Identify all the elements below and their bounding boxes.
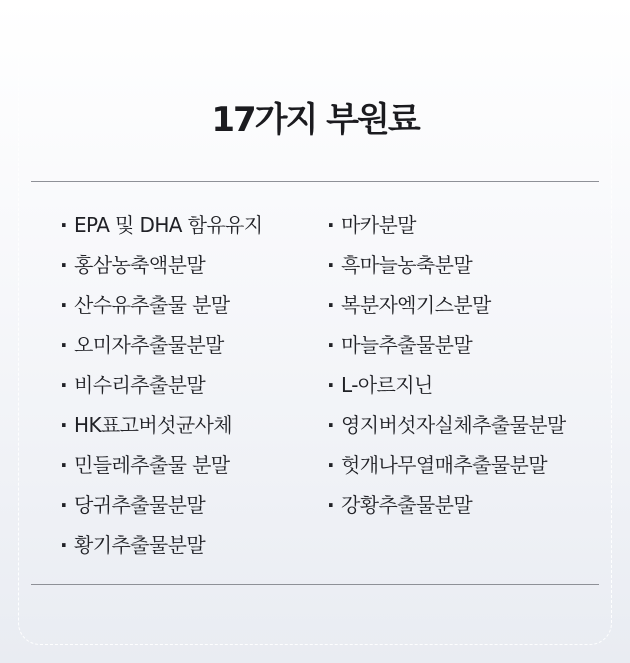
list-item-label: 오미자추출물분말 bbox=[74, 333, 224, 357]
list-item-label: 민들레추출물 분말 bbox=[74, 453, 230, 477]
bullet-icon: · bbox=[60, 253, 67, 277]
bullet-icon: · bbox=[60, 413, 67, 437]
bullet-icon: · bbox=[60, 213, 67, 237]
list-item-label: 마카분말 bbox=[341, 213, 416, 237]
list-item bbox=[60, 525, 263, 565]
list-item bbox=[60, 325, 263, 365]
bullet-icon: · bbox=[60, 333, 67, 357]
bottom-divider bbox=[31, 584, 599, 585]
bullet-icon: · bbox=[60, 533, 67, 557]
list-item-label: 당귀추출물분말 bbox=[74, 493, 206, 517]
list-item-label: 비수리추출분말 bbox=[74, 373, 206, 397]
bullet-icon: · bbox=[327, 253, 334, 277]
list-item bbox=[327, 285, 566, 325]
list-item bbox=[327, 485, 566, 525]
list-item-label: EPA 및 DHA 함유유지 bbox=[74, 213, 263, 237]
list-item-label: 영지버섯자실체추출물분말 bbox=[341, 413, 566, 437]
list-item bbox=[60, 205, 263, 245]
bullet-icon: · bbox=[327, 493, 334, 517]
bullet-icon: · bbox=[60, 493, 67, 517]
section-title: 17가지 부원료 bbox=[211, 100, 419, 140]
list-item-label: 산수유추출물 분말 bbox=[74, 293, 230, 317]
list-item bbox=[327, 205, 566, 245]
bullet-icon: · bbox=[327, 453, 334, 477]
list-item bbox=[327, 365, 566, 405]
ingredient-list-right bbox=[327, 205, 566, 525]
list-item-label: 마늘추출물분말 bbox=[341, 333, 473, 357]
list-item bbox=[60, 405, 263, 445]
list-item bbox=[60, 485, 263, 525]
list-item bbox=[60, 365, 263, 405]
top-divider bbox=[31, 181, 599, 182]
list-item-label: 홍삼농축액분말 bbox=[74, 253, 206, 277]
bullet-icon: · bbox=[60, 373, 67, 397]
list-item-label: 황기추출물분말 bbox=[74, 533, 206, 557]
list-item bbox=[327, 445, 566, 485]
list-item bbox=[327, 325, 566, 365]
ingredient-list-left bbox=[60, 205, 263, 565]
bullet-icon: · bbox=[60, 453, 67, 477]
bullet-icon: · bbox=[327, 373, 334, 397]
list-item bbox=[327, 405, 566, 445]
bullet-icon: · bbox=[327, 213, 334, 237]
list-item-label: 헛개나무열매추출물분말 bbox=[341, 453, 547, 477]
list-item-label: 강황추출물분말 bbox=[341, 493, 473, 517]
list-item-label: HK표고버섯균사체 bbox=[74, 413, 232, 437]
list-item bbox=[60, 285, 263, 325]
list-item bbox=[60, 445, 263, 485]
list-item-label: 복분자엑기스분말 bbox=[341, 293, 491, 317]
bullet-icon: · bbox=[327, 293, 334, 317]
list-item-label: 흑마늘농축분말 bbox=[341, 253, 473, 277]
bullet-icon: · bbox=[60, 293, 67, 317]
list-item-label: L-아르지닌 bbox=[341, 373, 433, 397]
bullet-icon: · bbox=[327, 413, 334, 437]
bullet-icon: · bbox=[327, 333, 334, 357]
list-item bbox=[327, 245, 566, 285]
list-item bbox=[60, 245, 263, 285]
